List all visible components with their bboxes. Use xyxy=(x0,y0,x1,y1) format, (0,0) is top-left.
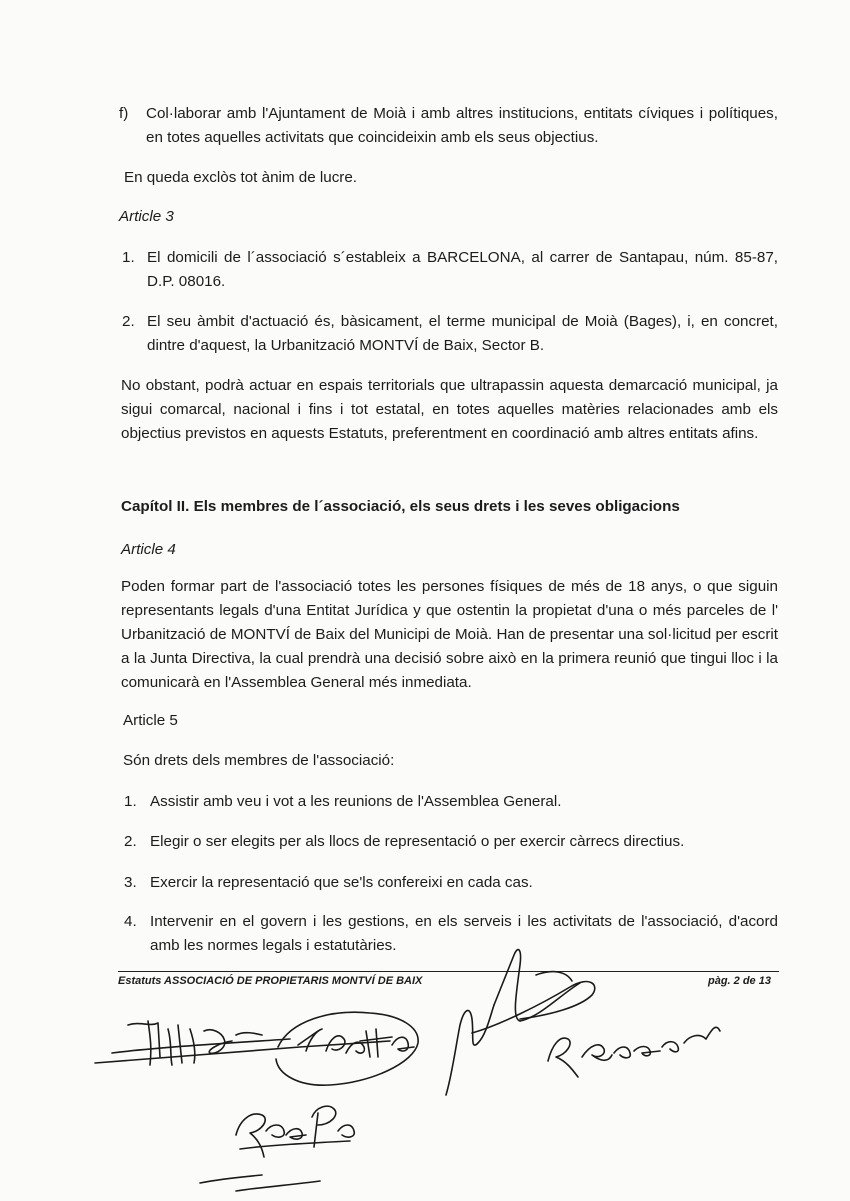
article-3-title: Article 3 xyxy=(119,208,174,225)
signature-4-bosanch xyxy=(548,1027,720,1077)
signatures-area xyxy=(0,935,850,1201)
article-5-item-1-number: 1. xyxy=(124,793,137,810)
article-5-item-3-number: 3. xyxy=(124,874,137,891)
article-5-title: Article 5 xyxy=(123,712,178,729)
signature-5-rosa-pont xyxy=(200,1106,354,1191)
article-5-item-1-text: Assistir amb veu i vot a les reunions de l'Assemblea General. xyxy=(150,793,562,810)
list-item-f-text: Col·laborar amb l'Ajuntament de Moià i amb altres institucions, entitats cíviques i polítiques, en totes aquelles activitats que coincideixin amb els seus objectius. xyxy=(146,105,778,146)
article-3-paragraph: No obstant, podrà actuar en espais territorials que ultrapassin aquesta demarcació municipal, ja sigui comarcal, nacional i fins i tot estatal, en totes aquelles matèries relacionades amb els objectius previstos en aquests Estatuts, preferentment en coordinació amb altres entitats afins. xyxy=(121,377,778,442)
article-4-title: Article 4 xyxy=(121,541,176,558)
signature-2-pantaella xyxy=(276,1012,418,1085)
list-marker-f: f) xyxy=(119,105,129,122)
signature-1 xyxy=(95,1021,390,1065)
article-3-item-2-number: 2. xyxy=(122,313,135,330)
article-3-item-1-text: El domicili de l´associació s´estableix a BARCELONA, al carrer de Santapau, núm. 85-87, D.P. 08016. xyxy=(147,249,778,290)
footer-page-number: pàg. 2 de 13 xyxy=(708,975,771,987)
footer-document-title: Estatuts ASSOCIACIÓ DE PROPIETARIS MONTVÍ DE BAIX xyxy=(118,975,423,987)
article-5-item-4-text: Intervenir en el govern i les gestions, en els serveis i les activitats de l'associació, d'acord amb les normes legals i estatutàries. xyxy=(150,913,778,954)
article-3-item-2-text: El seu àmbit d'actuació és, bàsicament, el terme municipal de Moià (Bages), i, en concret, dintre d'aquest, la Urbanització MONTVÍ de Baix, Sector B. xyxy=(147,313,778,354)
article-5-item-2-text: Elegir o ser elegits per als llocs de representació o per exercir càrrecs directius. xyxy=(150,833,685,850)
exclusion-text: En queda exclòs tot ànim de lucre. xyxy=(124,169,358,186)
article-5-item-4-number: 4. xyxy=(124,913,137,930)
article-5-intro: Són drets dels membres de l'associació: xyxy=(123,752,395,769)
article-5-item-3-text: Exercir la representació que se'ls confereixi en cada cas. xyxy=(150,874,533,891)
article-4-paragraph: Poden formar part de l'associació totes les persones físiques de més de 18 anys, o que siguin representants legals d'una Entitat Jurídica y que ostentin la propietat d'una o més parceles de l' Urbanització de MONTVÍ de Baix del Municipi de Moià. Han de presentar una sol·licitud per escrit a la Junta Directiva, la cual prendrà una decisió sobre això en la primera reunió que tingui lloc i la comunicarà en l'Assemblea General més inmediata. xyxy=(121,578,778,691)
chapter-2-heading: Capítol II. Els membres de l´associació, els seus drets i les seves obligacions xyxy=(121,498,680,515)
signature-3 xyxy=(446,950,595,1095)
article-5-item-2-number: 2. xyxy=(124,833,137,850)
article-3-item-1-number: 1. xyxy=(122,249,135,266)
